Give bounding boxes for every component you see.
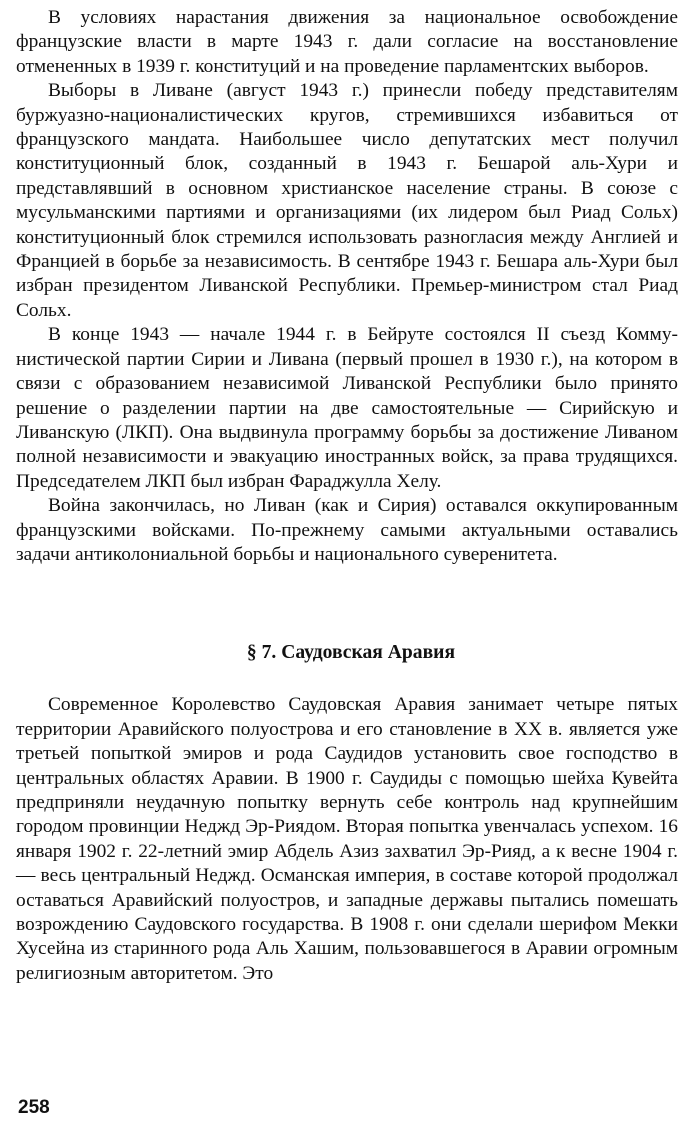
section-spacer (16, 665, 678, 693)
page-number: 258 (18, 1097, 50, 1118)
paragraph-elections-consent: В условиях нарастания движения за национальное освобождение французские власти в марте 1943 г. дали согласие на восстановление отмененных в 1939 г. конституций и на проведение парламентских выборов. (16, 7, 678, 77)
paragraph-lebanon-elections: Выборы в Ливане (август 1943 г.) принесли победу представителям буржуазно-националистических кругов, стремившихся избавиться от французского мандата. Наибольшее число депутатских мест получил конституционный блок, созданный в 1943 г. Бешарой аль-Хури и представлявший в основном христианское население страны. В союзе с мусульманскими партиями и организациями (их лидером был Риад Сольх) конституционный блок стремился использовать разногласия между Англией и Францией в борьбе за независимость. В сентябре 1943 г. Бешара аль-Хури был избран президентом Ливанской Республики. Премьер-министром стал Риад Сольх. (16, 80, 678, 321)
section-title: § 7. Саудовская Аравия (246, 642, 456, 664)
paragraph-communist-congress: В конце 1943 — начале 1944 г. в Бейруте состоялся II съезд Коммунистической партии Сирии и Ливана (первый прошел в 1930 г.), на котором в связи с образованием независимой Ливанской Республики было принято решение о разделении партии на две самостоятельные — Сирийскую и Ливанскую (ЛКП). Она выдвинула программу борьбы за достижение Ливаном полной независимости и эвакуацию иностранных войск, за права трудящихся. Председателем ЛКП был избран Фараджулла Хелу. (16, 324, 678, 492)
paragraph-saudi-arabia: Современное Королевство Саудовская Аравия занимает четыре пятых территории Аравийского полуострова и его становление в XX в. является уже третьей попыткой эмиров и рода Саудидов установить свое господство в центральных областях Аравии. В 1900 г. Саудиды с помощью шейха Кувейта предприняли неудачную попытку вернуть себе контроль над крупнейшим городом провинции Неджд Эр-Риядом. Вторая попытка увенчалась успехом. 16 января 1902 г. 22-летний эмир Абдель Азиз захватил Эр-Рияд, а к весне 1904 г. — весь центральный Неджд. Османская империя, в составе которой продолжал оставаться Аравийский полуостров, и западные державы пытались помешать возрождению Саудовского государства. В 1908 г. они сделали шерифом Мекки Хусейна из старинного рода Аль Хашим, пользовавшегося в Аравии огромным религиозным авторитетом. Это (16, 694, 678, 984)
section-spacer (16, 567, 678, 641)
book-page (16, 6, 678, 986)
paragraph-war-ended: Война закончилась, но Ливан (как и Сирия) оставался оккупированным французскими войсками. По-прежнему самыми актуальными оставались задачи антиколониальной борьбы и национального суверенитета. (16, 495, 678, 565)
